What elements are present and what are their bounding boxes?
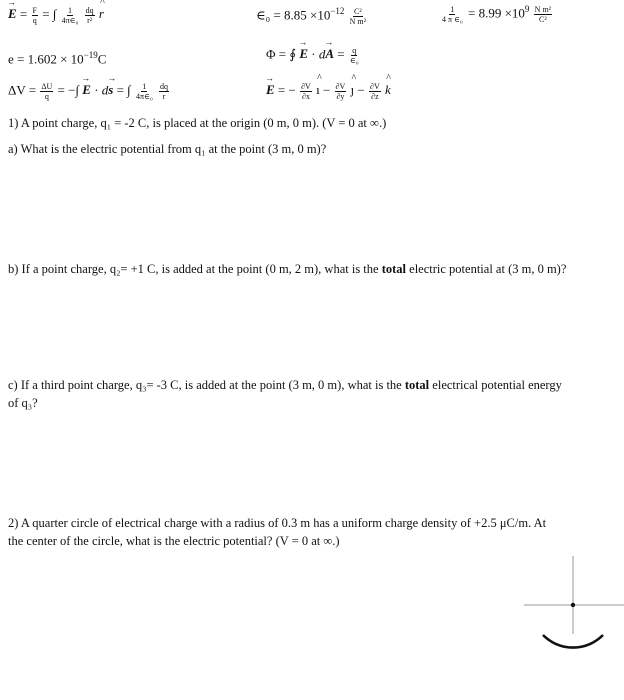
- fraction-dq-r2: [85, 6, 95, 25]
- formula-epsilon0: [256, 6, 368, 26]
- coulomb-exponent: 9: [524, 4, 530, 14]
- fraction-coulomb: [135, 82, 154, 101]
- frac-num: 1: [450, 4, 455, 14]
- equals-neg-integral: = −∫: [57, 82, 80, 98]
- integral-sign: ∫: [52, 6, 57, 22]
- delta-v-lhs: ΔV =: [8, 82, 37, 98]
- partial-v-y: [335, 82, 347, 101]
- formula-field-e: [8, 6, 104, 25]
- frac-num: q: [352, 46, 357, 55]
- frac-num: C²: [353, 6, 362, 16]
- problem-2-line2: the center of the circle, what is the electric potential? (V = 0 at ∞.): [8, 534, 340, 548]
- problem-1a: a) What is the electric potential from q₁ at the point (3 m, 0 m)?: [8, 142, 327, 156]
- problem-1c: [8, 378, 562, 393]
- partial-v-x: [300, 82, 312, 101]
- frac-den: ∂x: [301, 92, 310, 101]
- problem-1c-text-end: electrical potential energy: [429, 378, 562, 392]
- minus-sign: −: [357, 82, 365, 98]
- frac-num: dq: [160, 82, 168, 91]
- charge-value: e = 1.602 × 10: [8, 51, 84, 67]
- frac-den: C²: [539, 14, 547, 24]
- problem-1c-line2: of q₃?: [8, 396, 38, 410]
- problem-1b-text: b) If a point charge, q₂= +1 C, is added at the point (0 m, 2 m), what is the: [8, 262, 382, 276]
- dot-operator: ·: [311, 46, 316, 62]
- fraction-coulomb: [61, 6, 80, 25]
- epsilon0-exponent: −12: [330, 6, 345, 16]
- frac-den: ∂z: [371, 92, 379, 101]
- charged-arc: [543, 635, 603, 648]
- charge-exponent: −19: [83, 50, 98, 60]
- partial-v-z: [369, 82, 381, 101]
- frac-den: ∈₀: [349, 56, 359, 65]
- fraction-dq-r: [159, 82, 169, 101]
- problem-1b-text-end: electric potential at (3 m, 0 m)?: [406, 262, 567, 276]
- fraction-f-over-q: [32, 6, 38, 25]
- center-point: [571, 603, 575, 607]
- frac-den: r: [162, 92, 166, 101]
- formula-gradient-e: [266, 82, 391, 101]
- problem-1c-text: c) If a third point charge, q₃= -3 C, is added at the point (3 m, 0 m), what is the: [8, 378, 405, 392]
- frac-num: 1: [68, 6, 72, 15]
- frac-den: N m²: [349, 16, 367, 26]
- problem-1b-emphasis: total: [381, 262, 407, 276]
- dot-operator: ·: [94, 82, 99, 98]
- unit-vector-k: ^ k: [385, 82, 391, 98]
- frac-den: q: [44, 92, 49, 101]
- frac-den: q: [32, 16, 37, 25]
- formula-elementary-charge: [8, 50, 106, 67]
- frac-den: 4π∈₀: [61, 16, 79, 25]
- differential-d: d: [318, 46, 326, 62]
- fraction-du-over-q: [40, 82, 53, 101]
- fraction-one-over-4pi-e0: [441, 5, 464, 24]
- equals-sign: =: [337, 46, 345, 62]
- formula-gauss-flux: [266, 46, 361, 65]
- minus-sign: −: [322, 82, 331, 98]
- epsilon0-unit: [349, 7, 367, 26]
- quarter-circle-diagram: [520, 554, 624, 664]
- equals-sign: =: [19, 6, 28, 22]
- vector-e-symbol: → E: [82, 82, 91, 98]
- frac-den: 4 π ∈₀: [442, 14, 463, 24]
- epsilon0-value: ∈₀ = 8.85 ×10: [256, 7, 331, 23]
- coulomb-value: = 8.99 ×10: [468, 5, 525, 21]
- frac-num: ∂V: [370, 82, 380, 91]
- vector-e-symbol: → E: [299, 46, 308, 62]
- fraction-q-over-e0: [349, 46, 360, 65]
- differential-d: d: [101, 82, 109, 98]
- frac-num: 1: [142, 82, 147, 91]
- problem-1b: [8, 262, 566, 277]
- unit-vector-i: ^ ı: [316, 82, 320, 98]
- problem-1c-emphasis: total: [404, 378, 430, 392]
- vector-e-symbol: → E: [266, 82, 275, 98]
- equals-sign: =: [42, 6, 50, 22]
- flux-lhs: Φ = ∮: [266, 46, 297, 62]
- coulomb-unit: [534, 5, 552, 24]
- frac-num: N m²: [534, 4, 552, 14]
- vector-e-symbol: → E: [8, 6, 17, 22]
- charge-unit: C: [97, 51, 107, 67]
- frac-num: F: [32, 6, 37, 15]
- frac-num: ΔU: [41, 82, 53, 91]
- problem-1-intro: 1) A point charge, q₁ = -2 C, is placed at the origin (0 m, 0 m). (V = 0 at ∞.): [8, 116, 387, 130]
- frac-num: dq: [85, 6, 94, 15]
- unit-vector-j: ^ ȷ: [351, 82, 355, 98]
- frac-den: 4π∈₀: [136, 92, 153, 101]
- frac-num: ∂V: [301, 82, 311, 91]
- problem-2-line1: 2) A quarter circle of electrical charge with a radius of 0.3 m has a uniform charge density of +2.5 μC/m. At: [8, 516, 547, 530]
- vector-s-symbol: → s: [108, 82, 113, 98]
- frac-den: ∂y: [336, 92, 345, 101]
- formula-delta-v: [8, 82, 170, 101]
- frac-num: ∂V: [335, 82, 346, 91]
- formula-coulomb-constant: [440, 4, 553, 24]
- frac-den: r²: [87, 16, 93, 25]
- vector-a-symbol: → A: [325, 46, 334, 62]
- equals-minus: = −: [277, 82, 296, 98]
- unit-vector-r: ^ r: [99, 6, 104, 22]
- equals-integral: = ∫: [116, 82, 131, 98]
